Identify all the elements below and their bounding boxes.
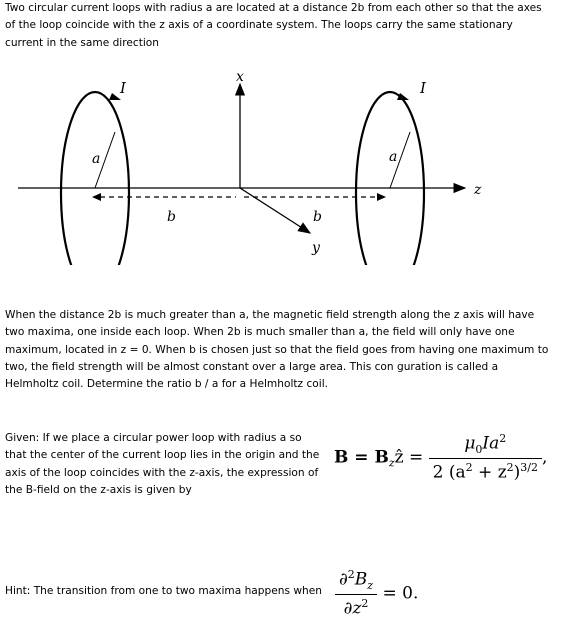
transition-equation	[335, 568, 418, 619]
eq1-lhs-b: B = B	[334, 447, 389, 468]
b-field-equation	[334, 432, 547, 483]
left-loop	[61, 92, 129, 265]
eq2-rhs: = 0.	[382, 583, 419, 604]
eq2-num-exp: 2	[347, 568, 355, 581]
hint-paragraph: Hint: The transition from one to two maxima happens when	[5, 585, 322, 597]
label-radius-left: a	[92, 151, 101, 167]
eq1-den-exp1: 2	[465, 461, 473, 475]
eq2-partial: ∂	[339, 569, 348, 590]
eq1-lhs-sub: z	[388, 456, 395, 470]
eq1-den-exp2: 2	[506, 461, 514, 475]
eq1-num-exp: 2	[499, 432, 507, 445]
label-current-right: I	[420, 79, 426, 97]
eq2-den-exp: 2	[361, 597, 369, 611]
intro-paragraph: Two circular current loops with radius a are located at a distance 2b from each other so that the axes of the loop coincide with the z axis of a coordinate system. The loops carry the same stationary current in the same direction	[5, 2, 542, 49]
right-loop	[356, 92, 424, 265]
eq2-num-sub: z	[367, 579, 374, 593]
label-radius-right: a	[389, 149, 398, 165]
label-dist-left: b	[167, 209, 176, 225]
label-current-left: I	[120, 79, 126, 97]
eq1-num-rest: Ia	[482, 433, 500, 454]
eq1-den-mid: + z	[472, 462, 507, 483]
label-dist-right: b	[313, 209, 322, 225]
helmholtz-diagram	[0, 60, 563, 265]
label-x: x	[236, 69, 244, 85]
y-axis-line	[240, 188, 310, 233]
label-y: y	[312, 240, 320, 256]
label-z: z	[474, 182, 482, 198]
eq2-den: ∂z	[343, 598, 362, 619]
eq1-den-main: 2 (a	[432, 462, 466, 483]
eq1-mu-sub: 0	[475, 443, 483, 457]
given-paragraph: Given: If we place a circular power loop with radius a so that the center of the current loop lies in the origin and the axis of the loop coincides with the z-axis, the expression of the B-field on the z-axis is given by	[5, 432, 320, 496]
eq1-den-close: )	[513, 462, 521, 483]
eq1-trail: ,	[542, 447, 548, 468]
helmholtz-paragraph: When the distance 2b is much greater than a, the magnetic field strength along the z axis will have two maxima, one inside each loop. When 2b is much smaller than a, the field will only have one maximum, located in z = 0. When b is chosen just so that the field goes from having one maximum to two, the field strength will be almost constant over a large area. This con guration is called a Helmholtz coil. Determine the ratio b / a for a Helmholtz coil.	[5, 309, 549, 391]
eq1-den-exp3: 3/2	[520, 461, 538, 475]
eq1-mu: μ	[464, 433, 476, 454]
eq1-lhs-vec: ẑ =	[394, 447, 424, 468]
eq2-num-var: B	[354, 569, 368, 590]
